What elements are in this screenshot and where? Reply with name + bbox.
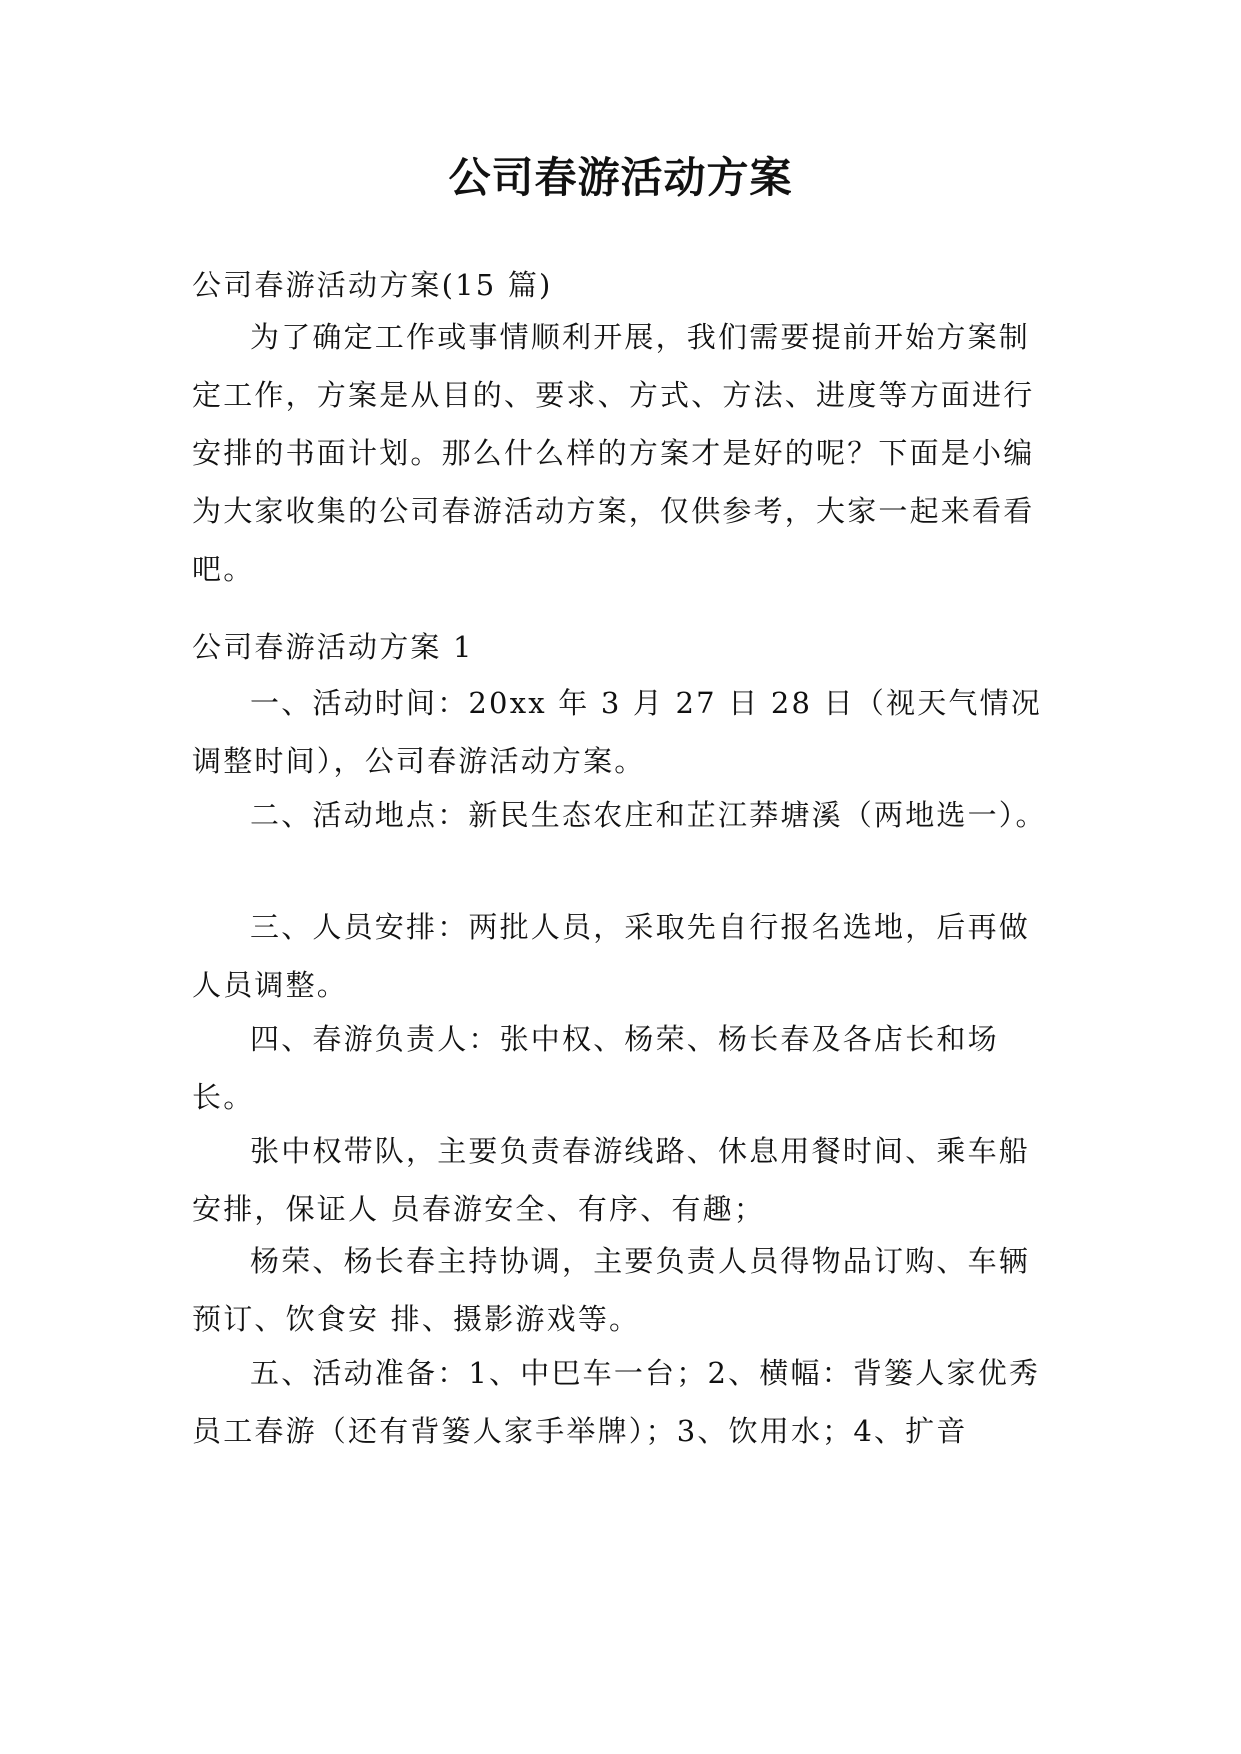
paragraph-preparation: 五、活动准备：1、中巴车一台；2、横幅：背篓人家优秀员工春游（还有背篓人家手举牌）；3、饮用水；4、扩音 [192,1356,1041,1448]
paragraph-activity-time: 一、活动时间：20xx 年 3 月 27 日 28 日（视天气情况调整时间），公司春游活动方案。 [192,686,1042,778]
paragraph-activity-location: 二、活动地点：新民生态农庄和芷江莽塘溪（两地选一）。 [250,798,1047,832]
intro-paragraph: 为了确定工作或事情顺利开展，我们需要提前开始方案制定工作，方案是从目的、要求、方式、方法、进度等方面进行安排的书面计划。那么什么样的方案才是好的呢？下面是小编为大家收集的公司春游活动方案，仅供参考，大家一起来看看吧。 [192,320,1035,586]
paragraph-responsible-persons: 四、春游负责人：张中权、杨荣、杨长春及各店长和场长。 [192,1022,999,1114]
paragraph-coordinator-duty: 杨荣、杨长春主持协调，主要负责人员得物品订购、车辆预订、饮食安 排、摄影游戏等。 [192,1244,1031,1336]
section-heading: 公司春游活动方案 1 [192,630,474,664]
document-title: 公司春游活动方案 [448,153,793,202]
document-subtitle: 公司春游活动方案(15 篇) [192,268,553,302]
paragraph-leader-duty: 张中权带队，主要负责春游线路、休息用餐时间、乘车船安排，保证人 员春游安全、有序、有趣； [192,1134,1031,1226]
paragraph-staff-arrangement: 三、人员安排：两批人员，采取先自行报名选地，后再做人员调整。 [192,910,1031,1002]
